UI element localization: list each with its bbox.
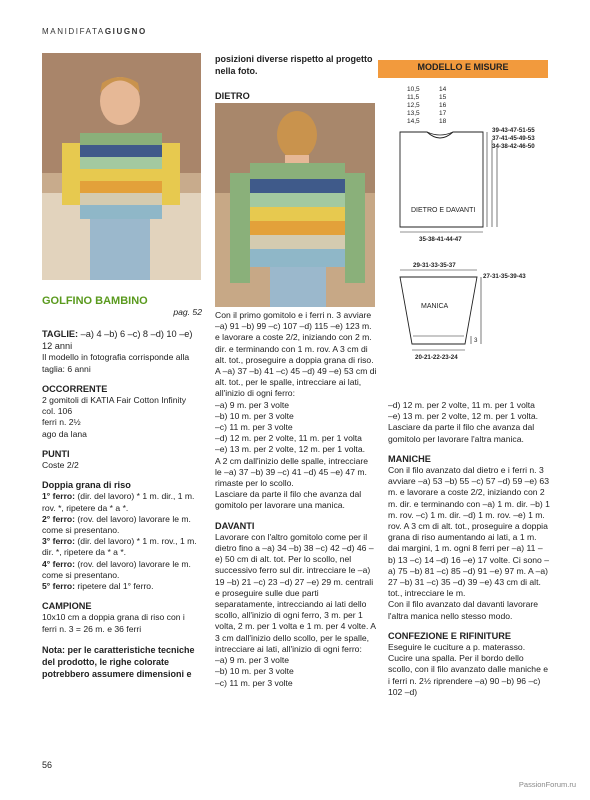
page-ref: pag. 52	[173, 307, 202, 318]
ferro-label: 1° ferro:	[42, 491, 76, 502]
magazine-header: MANIDIFATAGIUGNO	[42, 27, 147, 36]
davanti-heading: DAVANTI	[215, 520, 255, 531]
body-width-value: 35-38-41-44-47	[419, 236, 462, 243]
ferro-label: 2° ferro:	[42, 513, 76, 524]
nota-continued: posizioni diverse rispetto al progetto nella foto.	[215, 54, 373, 76]
neck-right-value: 14	[439, 86, 447, 93]
maniche-p1: Con il filo avanzato dal dietro e i ferri n. 3 avviare –a) 53 –b) 55 –c) 57 –d) 59 –e) 63 m. e lavorare a coste 2/2, iniziando con 2 m. dir. e terminando con –a) 1 m. dir. –b) 1 m. rov. –c) 1 m. dir. –d) 1 m. rov. –e) 1 m. rov. A 3 cm di alt. tot., proseguire a doppia grana di riso aumentando ai lati, a 1 m. dai margini, 1 m. ogni 8 ferri per –a) 11 –b) 13 –c) 14 –d) 16 –e) 17 volte. Ci sono –a) 75 –b) 81 –c) 85 –d) 91 –e) 97 m. A –a) 27 –b) 31 –c) 35 –d) 39 –e) 43 cm di alt. tot., intrecciare le m.	[388, 465, 550, 599]
neck-top-value: 11,5	[407, 94, 420, 101]
punti-heading: PUNTI	[42, 448, 70, 459]
ferro-text: (dir. del lavoro) * 1 m. rov., 1 m. dir. *, ripetere da * a *.	[42, 536, 197, 558]
taglie-label: TAGLIE:	[42, 329, 79, 340]
confezione-heading: CONFEZIONE E RIFINITURE	[388, 630, 512, 641]
cont-list-item: –d) 12 m. per 2 volte, 11 m. per 1 volta	[388, 400, 535, 410]
occorrente-line: ferri n. 2½	[42, 417, 81, 428]
dietro-list-item: –d) 12 m. per 2 volte, 11 m. per 1 volta	[215, 433, 362, 444]
column-2-top	[215, 53, 377, 102]
pattern-title: GOLFINO BAMBINO	[42, 295, 148, 307]
sleeve-cuff-value: 3	[474, 337, 478, 344]
ferro-text: (dir. del lavoro) * 1 m. dir., 1 m. rov. *, ripetere da * a *.	[42, 491, 195, 513]
occorrente-line: 2 gomitoli di KATIA Fair Cotton Infinity	[42, 395, 187, 406]
nota-text: Nota: per le caratteristiche tecniche del prodotto, le righe colorate potrebbero assumere dimensioni e	[42, 644, 195, 679]
dietro-p2: A 2 cm dall'inizio delle spalle, intrecciare le –a) 37 –b) 39 –c) 41 –d) 45 –e) 47 m. rimaste per lo scollo.	[215, 455, 369, 489]
dietro-p3: Lasciare da parte il filo che avanza dal gomitolo per lavorare una manica.	[215, 489, 362, 511]
neck-right-value: 18	[439, 118, 447, 125]
page-number: 56	[42, 760, 53, 770]
schematic-diagram	[385, 82, 555, 372]
dietro-heading: DIETRO	[215, 91, 250, 101]
davanti-list-item: –a) 9 m. per 3 volte	[215, 655, 290, 666]
taglie-text: –a) 4 –b) 6 –c) 8 –d) 10 –e) 12 anni	[42, 329, 193, 352]
maniche-heading: MANICHE	[388, 453, 431, 464]
neck-top-value: 10,5	[407, 86, 420, 93]
davanti-list-item: –b) 10 m. per 3 volte	[215, 666, 294, 677]
sleeve-height-value: 27-31-35-39-43	[483, 273, 526, 280]
dietro-list-item: –e) 13 m. per 2 volte, 12 m. per 1 volta.	[215, 444, 365, 455]
neck-top-value: 12,5	[407, 102, 420, 109]
punti-text: Coste 2/2	[42, 460, 79, 471]
body-height-value: 39-43-47-51-55	[492, 127, 535, 134]
neck-top-value: 13,5	[407, 110, 420, 117]
ferro-label: 4° ferro:	[42, 558, 76, 569]
ferro-label: 3° ferro:	[42, 536, 76, 547]
occorrente-line: ago da lana	[42, 428, 87, 439]
column-3	[388, 400, 550, 698]
sleeve-outline	[400, 277, 477, 344]
dietro-list-item: –a) 9 m. per 3 volte	[215, 399, 290, 410]
dietro-list-item: –c) 11 m. per 3 volte	[215, 422, 293, 433]
sleeve-bottom-value: 20-21-22-23-24	[415, 354, 458, 361]
davanti-p1: Lavorare con l'altro gomitolo come per il dietro fino a –a) 34 –b) 38 –c) 42 –d) 46 –e) 50 cm di alt. tot. Per lo scollo, nel successivo ferro sul dir. intrecciare le –a) 19 –b) 21 –c) 23 –d) 27 –e) 29 m. centrali e proseguire sulle due parti separatamente, intrecciando ai lati dello scollo, all'inizio di ogni ferro, 3 m. per 1 volta, 2 m. per 1 volta e 1 m. per 4 volte. A 3 cm dall'inizio dello scollo, per le spalle, intrecciare ai lati, all'inizio di ogni ferro:	[215, 531, 376, 654]
campione-heading: CAMPIONE	[42, 601, 92, 612]
body-height-value: 34-38-42-46-50	[492, 143, 535, 150]
neck-right-value: 17	[439, 110, 447, 117]
body-height-value: 37-41-45-49-53	[492, 135, 535, 142]
cont-list-item: –e) 13 m. per 2 volte, 12 m. per 1 volta.	[388, 411, 538, 422]
campione-text: 10x10 cm a doppia grana di riso con i ferri n. 3 = 26 m. e 36 ferri	[42, 612, 185, 634]
doppia-heading: Doppia grana di riso	[42, 480, 131, 491]
taglie-note: Il modello in fotografia corrisponde alla taglia: 6 anni	[42, 352, 190, 374]
neck-right-value: 15	[439, 94, 447, 101]
davanti-list-item: –c) 11 m. per 3 volte	[215, 677, 293, 688]
cont-paragraph: Lasciare da parte il filo che avanza dal gomitolo per lavorare l'altra manica.	[388, 422, 535, 444]
neck-top-value: 14,5	[407, 118, 420, 125]
occorrente-heading: OCCORRENTE	[42, 383, 108, 394]
maniche-p2: Con il filo avanzato dal davanti lavorare l'altra manica nello stesso modo.	[388, 599, 539, 621]
column-1	[42, 296, 202, 680]
ferro-label: 5° ferro:	[42, 581, 76, 592]
confezione-p: Eseguire le cuciture a p. materasso. Cucire una spalla. Per il bordo dello scollo, con il filo avanzato dalle maniche e i ferri n. 2½ riprendere –a) 90 –b) 96 –c) 102 –d)	[388, 642, 549, 697]
dietro-p1: Con il primo gomitolo e i ferri n. 3 avviare –a) 91 –b) 99 –c) 107 –d) 115 –e) 123 m. e lavorare a coste 2/2, iniziando con 2 m. dir. e terminando con 1 m. rov. A 3 cm di alt. tot., proseguire a doppia grana di riso. A –a) 37 –b) 41 –c) 45 –d) 49 –e) 53 cm di alt. tot., per le spalle, intrecciare ai lati, all'inizio di ogni ferro:	[215, 310, 377, 399]
body-label: DIETRO E DAVANTI	[411, 207, 476, 214]
sleeve-label: MANICA	[421, 303, 449, 310]
ferro-text: (rov. del lavoro) lavorare le m. come si presentano.	[42, 558, 191, 580]
neck-right-value: 16	[439, 102, 447, 109]
occorrente-line: col. 106	[42, 406, 73, 417]
photo-boy-front	[42, 53, 201, 280]
column-2	[215, 310, 377, 689]
photo-boy-back	[215, 103, 375, 307]
ferro-text: (rov. del lavoro) lavorare le m. come si presentano.	[42, 513, 191, 536]
dietro-list-item: –b) 10 m. per 3 volte	[215, 410, 294, 421]
ferro-text: ripetere dal 1° ferro.	[75, 581, 154, 592]
banner-title: MODELLO E MISURE	[417, 62, 509, 72]
watermark: PassionForum.ru	[518, 780, 576, 789]
sleeve-top-value: 29-31-33-35-37	[413, 262, 456, 269]
